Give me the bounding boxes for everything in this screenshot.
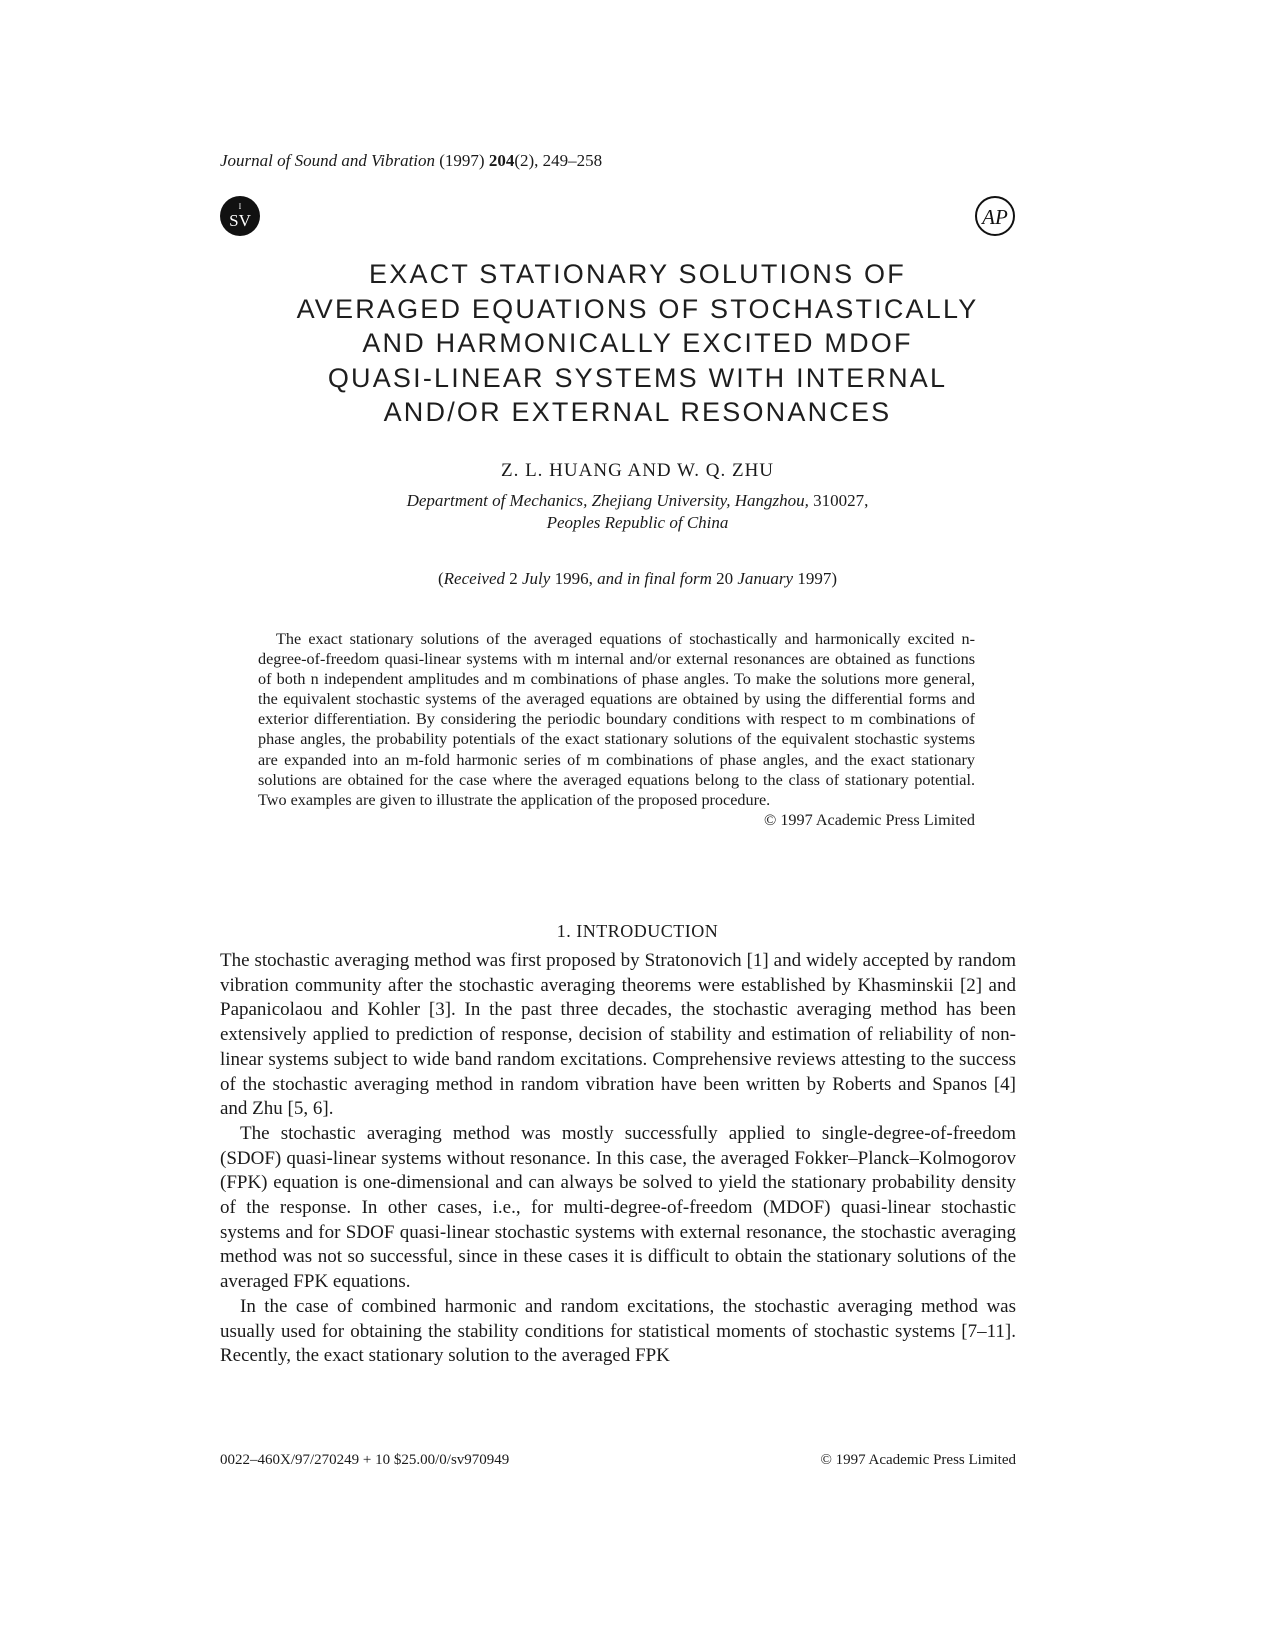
- title-line: EXACT STATIONARY SOLUTIONS OF: [369, 259, 906, 289]
- body-text: [220, 949, 1016, 1369]
- sv-logo-top-letter: I: [238, 202, 242, 211]
- author-affiliation: [200, 490, 1075, 533]
- section-heading: 1. INTRODUCTION: [556, 921, 719, 941]
- title-line: AND HARMONICALLY EXCITED MDOF: [362, 328, 913, 358]
- title-line: AVERAGED EQUATIONS OF STOCHASTICALLY: [296, 293, 979, 324]
- affiliation-country: Peoples Republic of China: [546, 512, 729, 532]
- abstract-copyright: © 1997 Academic Press Limited: [763, 810, 975, 829]
- final-form-label: and in final form: [597, 569, 712, 588]
- footer-copyright: © 1997 Academic Press Limited: [820, 1452, 1016, 1468]
- received-year: 1996,: [550, 569, 598, 588]
- final-month: January: [737, 569, 794, 588]
- title-line: AND/OR EXTERNAL RESONANCES: [383, 397, 892, 427]
- body-paragraph: In the case of combined harmonic and random excitations, the stochastic averaging method was usually used for obtaining the stability conditions for statistical moments of stochastic systems [7–11]. Recently, the exact stationary solution to the averaged FPK: [220, 1295, 1016, 1367]
- sv-logo-letters: SV: [229, 211, 251, 230]
- abstract: [258, 629, 975, 830]
- abstract-text: The exact stationary solutions of the averaged equations of stochastically and harmonically excited n-degree-of-freedom quasi-linear systems with m internal and/or external resonances are obtained as functions of both n independent amplitudes and m combinations of phase angles. To make the solutions more general, the equivalent stochastic systems of the averaged equations are obtained by using the differential forms and exterior differentiation. By considering the periodic boundary conditions with respect to m combinations of phase angles, the probability potentials of the exact stationary solutions of the equivalent stochastic systems are expanded into an m-fold harmonic series of m combinations of phase angles, and the exact stationary solutions are obtained for the case where the averaged equations belong to the class of stationary potential. Two examples are given to illustrate the application of the proposed procedure.: [258, 630, 975, 809]
- sv-logo-icon: [220, 196, 260, 236]
- final-day: 20: [711, 569, 738, 588]
- affiliation-department: Department of Mechanics, Zhejiang University, Hangzhou,: [406, 491, 814, 510]
- paper-authors: Z. L. HUANG AND W. Q. ZHU: [500, 460, 775, 481]
- received-month: July: [522, 569, 551, 588]
- paper-title: [200, 257, 1075, 430]
- journal-volume: 204: [488, 151, 515, 170]
- journal-year: (1997): [439, 151, 485, 170]
- affiliation-postcode: 310027,: [813, 491, 869, 510]
- affiliation-line: [200, 490, 1075, 512]
- journal-name: Journal of Sound and Vibration: [220, 151, 436, 170]
- final-year: 1997): [793, 569, 837, 588]
- received-day: 2: [505, 569, 523, 588]
- received-dates: [200, 568, 1075, 590]
- body-paragraph: The stochastic averaging method was mostly successfully applied to single-degree-of-freedom (SDOF) quasi-linear systems without resonance. In this case, the averaged Fokker–Planck–Kolmogorov (FPK) equation is one-dimensional and can always be solved to yield the stationary probability density of the response. In other cases, i.e., for multi-degree-of-freedom (MDOF) quasi-linear stochastic systems and for SDOF quasi-linear stochastic systems with external resonance, the stochastic averaging method was not so successful, since in these cases it is difficult to obtain the stationary solutions of the averaged FPK equations.: [220, 1122, 1016, 1293]
- footer-article-code: 0022–460X/97/270249 + 10 $25.00/0/sv970949: [220, 1452, 510, 1468]
- journal-issue-pages: (2), 249–258: [514, 151, 603, 170]
- body-paragraph: The stochastic averaging method was first proposed by Stratonovich [1] and widely accepted by random vibration community after the stochastic averaging theorems were established by Khasminskii [2] and Papanicolaou and Kohler [3]. In the past three decades, the stochastic averaging method has been extensively applied to prediction of response, decision of stability and estimation of reliability of non-linear systems subject to wide band random excitations. Comprehensive reviews attesting to the success of the stochastic averaging method in random vibration have been written by Roberts and Spanos [4] and Zhu [5, 6].: [220, 950, 1016, 1120]
- received-label: Received: [443, 569, 506, 588]
- journal-citation: [220, 150, 1020, 172]
- ap-logo-letters: AP: [982, 205, 1008, 229]
- title-line: QUASI-LINEAR SYSTEMS WITH INTERNAL: [327, 362, 948, 393]
- ap-logo-icon: [974, 195, 1016, 237]
- received-paren: (: [438, 569, 444, 588]
